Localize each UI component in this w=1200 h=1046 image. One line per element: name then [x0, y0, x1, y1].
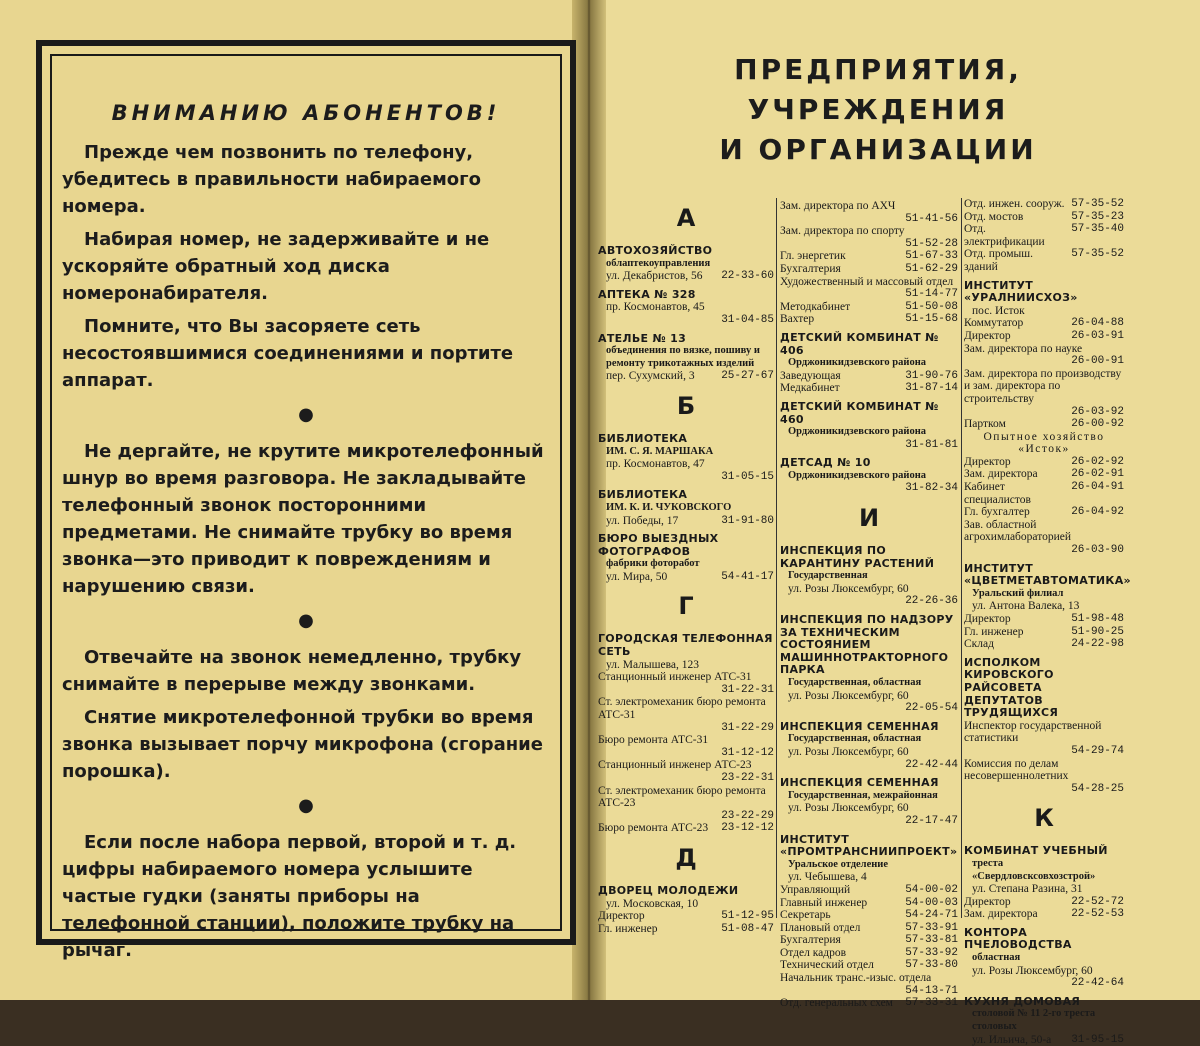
- org-name: ДЕТСКИЙ КОМБИНАТ № 406: [780, 330, 939, 357]
- phone-number: 57-35-52: [1071, 248, 1124, 261]
- phone-number: 23-22-31: [721, 772, 774, 784]
- entry-label: Гл. энергетик: [780, 250, 846, 263]
- entry-label: Ст. электромеханик бюро ремонта АТС-31: [598, 696, 766, 722]
- column-divider: [776, 198, 777, 918]
- entry-row: [964, 506, 1124, 519]
- phone-number: 51-41-56: [905, 212, 958, 225]
- entry-label: Кабинет специалистов: [964, 481, 1031, 506]
- phone-number: 26-04-92: [1071, 506, 1124, 519]
- entry-label: ул. Ильича, 50-а: [972, 1033, 1052, 1046]
- phone-number: 26-03-90: [1071, 544, 1124, 557]
- org-subtitle: Орджоникидзевского района: [788, 357, 926, 369]
- phone-number: 26-04-88: [1071, 317, 1124, 330]
- phone-number: 51-12-95: [721, 910, 774, 923]
- entry-label: Коммутатор: [964, 317, 1024, 330]
- phone-number: 26-03-91: [1071, 329, 1124, 342]
- org-name: ДВОРЕЦ МОЛОДЕЖИ: [598, 883, 739, 897]
- phone-number: 22-17-47: [905, 814, 958, 827]
- notice-paragraph: Снятие микротелефонной трубки во время звонка вызывает порчу микрофона (сгорание порошка).: [62, 707, 543, 782]
- entry-label: Станционный инженер АТС-31: [598, 671, 752, 684]
- entry-row: [780, 897, 958, 910]
- entry-row: [964, 908, 1124, 921]
- entry-row: [780, 313, 958, 326]
- entry-label: Директор: [964, 329, 1011, 342]
- entry-row: [964, 456, 1124, 469]
- org-subtitle: Государственная, областная: [788, 733, 922, 745]
- entry-row: [964, 638, 1124, 651]
- entry-label: Отд. промыш. зданий: [964, 248, 1033, 273]
- notice-paragraph: Помните, что Вы засоряете сеть несостоявшимися соединениями и портите аппарат.: [62, 316, 514, 391]
- entry-label: Директор: [964, 895, 1011, 908]
- directory-title-line: И ОРГАНИЗАЦИИ: [719, 133, 1037, 166]
- phone-number: 57-33-91: [905, 921, 958, 934]
- entry-label: Гл. инженер: [598, 922, 658, 935]
- entry-label: Вахтер: [780, 313, 815, 326]
- entry-label: Партком: [964, 418, 1006, 431]
- org-subtitle: Государственная: [788, 570, 868, 582]
- org-name: БИБЛИОТЕКА: [598, 431, 688, 445]
- entry-label: ул. Победы, 17: [606, 514, 679, 527]
- phone-number: 31-22-29: [721, 721, 774, 734]
- entry-row: [598, 571, 774, 584]
- org-subtitle: Государственная, межрайонная: [788, 789, 938, 801]
- entry-label: Управляющий: [780, 883, 851, 896]
- org-name: ИНСПЕКЦИЯ ПО НАДЗОРУ ЗА ТЕХНИЧЕСКИМ СОСТОЯНИЕМ МАШИННОТРАКТОРНОГО ПАРКА: [780, 613, 954, 677]
- entry-row: [964, 223, 1124, 248]
- section-letter: И: [858, 504, 880, 533]
- org-name: КОМБИНАТ УЧЕБНЫЙ: [964, 844, 1108, 858]
- entry-label: Зам. директора по производству и зам. директора по строительству: [964, 367, 1122, 405]
- entry-address: ул. Малышева, 123: [606, 658, 699, 671]
- org-name: АТЕЛЬЕ № 13: [598, 331, 687, 345]
- entry-label: Плановый отдел: [780, 921, 861, 934]
- org-name: ГОРОДСКАЯ ТЕЛЕФОННАЯ СЕТЬ: [598, 632, 773, 659]
- org-name: БИБЛИОТЕКА: [598, 488, 688, 502]
- entry-label: пер. Сухумский, 3: [606, 370, 695, 383]
- section-letter: Г: [678, 592, 694, 621]
- phone-number: 51-08-47: [721, 922, 774, 935]
- entry-address: ул. Степана Разина, 31: [972, 883, 1083, 896]
- entry-row: [780, 909, 958, 922]
- phone-number: 54-00-03: [905, 896, 958, 909]
- entry-label: Бюро ремонта АТС-23: [598, 822, 709, 835]
- phone-number: 23-22-29: [721, 809, 774, 822]
- phone-number: 31-82-34: [905, 482, 958, 495]
- entry-label: Отд. мостов: [964, 210, 1024, 223]
- entry-label: Директор: [964, 613, 1011, 625]
- entry-label: Гл. бухгалтер: [964, 506, 1030, 519]
- org-subtitle: объединения по вязке, пошиву и ремонту трикотажных изделий: [606, 345, 760, 369]
- org-subtitle: Государственная, областная: [788, 677, 922, 688]
- entry-address: ул. Чебышева, 4: [788, 871, 867, 884]
- entry-row: [780, 370, 958, 383]
- entry-label: Зам. директора: [964, 908, 1038, 921]
- entry-label: ул. Декабристов, 56: [606, 270, 703, 283]
- entry-row: [780, 997, 958, 1010]
- phone-number: 57-35-40: [1071, 223, 1124, 236]
- phone-number: 22-26-36: [905, 595, 958, 608]
- entry-label: Директор: [964, 455, 1011, 468]
- entry-label: Отд. инжен. сооруж.: [964, 198, 1065, 210]
- entry-row: [780, 263, 958, 276]
- entry-row: [780, 250, 958, 263]
- entry-label: Зав. областной агрохимлабораторией: [964, 518, 1072, 544]
- entry-label: Зам. директора по спорту: [780, 225, 905, 238]
- entry-row: [964, 211, 1124, 224]
- entry-address: ул. Розы Люксембург, 60: [972, 964, 1093, 977]
- org-subtitle: облаптекоуправления: [606, 257, 711, 269]
- phone-number: 22-42-44: [905, 758, 958, 771]
- org-name: АВТОХОЗЯЙСТВО: [598, 244, 713, 257]
- subscriber-notice: [62, 100, 550, 970]
- entry-label: Директор: [598, 910, 645, 923]
- phone-number: 54-41-17: [721, 570, 774, 583]
- phone-number: 31-91-80: [721, 514, 774, 527]
- section-letter: Д: [675, 843, 697, 872]
- entry-row: [598, 822, 774, 835]
- phone-number: 57-33-81: [905, 934, 958, 947]
- entry-row: [780, 959, 958, 972]
- entry-label: Гл. инженер: [964, 625, 1024, 638]
- entry-row: [964, 1034, 1124, 1046]
- phone-number: 22-52-53: [1071, 908, 1124, 921]
- entry-label: Станционный инженер АТС-23: [598, 759, 752, 772]
- entry-label: Зам. директора: [964, 468, 1038, 481]
- entry-label: Ст. электромеханик бюро ремонта АТС-23: [598, 784, 766, 810]
- subsection-title: Опытное хозяйство «Исток»: [983, 430, 1105, 456]
- section-bullet: ●: [298, 610, 314, 631]
- entry-row: [780, 947, 958, 960]
- entry-row: [598, 515, 774, 528]
- org-name: ДЕТСАД № 10: [780, 456, 871, 470]
- phone-number: 31-12-12: [721, 746, 774, 759]
- entry-address: ул. Антона Валека, 13: [972, 600, 1080, 613]
- entry-row: [964, 613, 1124, 626]
- entry-label: Инспектор государственной статистики: [964, 719, 1102, 745]
- org-subtitle: Уральский филиал: [972, 587, 1064, 599]
- phone-number: 24-22-98: [1071, 638, 1124, 651]
- entry-label: Методкабинет: [780, 300, 851, 313]
- entry-label: Художественный и массовый отдел: [780, 275, 954, 288]
- entry-address: ул. Московская, 10: [606, 897, 699, 910]
- phone-number: 57-35-52: [1071, 198, 1124, 210]
- phone-number: 51-62-29: [905, 262, 958, 275]
- phone-number: 22-52-72: [1071, 895, 1124, 908]
- notice-paragraph: Если после набора первой, второй и т. д. цифры набираемого номера услышите частые гудки (заняты приборы на телефонной станции), положите трубку на рычаг.: [62, 832, 517, 961]
- org-name: КУХНЯ ДОМОВАЯ: [964, 994, 1081, 1008]
- org-subtitle: областная: [972, 952, 1021, 964]
- entry-label: Склад: [964, 638, 994, 651]
- phone-number: 26-02-91: [1071, 468, 1124, 481]
- org-name: ИНСПЕКЦИЯ ПО КАРАНТИНУ РАСТЕНИЙ: [780, 544, 935, 570]
- entry-label: Медкабинет: [780, 382, 840, 395]
- phone-number: 25-27-67: [721, 370, 774, 383]
- directory-column-1: [598, 195, 774, 935]
- entry-row: [598, 910, 774, 923]
- phone-number: 51-67-33: [905, 250, 958, 263]
- phone-number: 57-35-23: [1071, 210, 1124, 223]
- org-subtitle: треста «Свердловсксовхозстрой»: [972, 857, 1096, 882]
- org-name: БЮРО ВЫЕЗДНЫХ ФОТОГРАФОВ: [598, 532, 719, 558]
- phone-number: 31-87-14: [905, 382, 958, 395]
- phone-number: 26-02-92: [1071, 455, 1124, 468]
- entry-row: [964, 330, 1124, 343]
- phone-number: 54-00-02: [905, 883, 958, 896]
- entry-label: Бухгалтерия: [780, 934, 841, 947]
- column-divider: [961, 198, 962, 918]
- entry-row: [598, 270, 774, 283]
- entry-address: пр. Космонавтов, 47: [606, 458, 705, 471]
- phone-number: 31-05-15: [721, 470, 774, 483]
- entry-label: Отдел кадров: [780, 946, 847, 959]
- entry-row: [780, 382, 958, 395]
- entry-row: [964, 468, 1124, 481]
- org-name: ИНСПЕКЦИЯ СЕМЕННАЯ: [780, 776, 939, 790]
- phone-number: 26-04-91: [1071, 481, 1124, 494]
- org-name: ИНСТИТУТ «УРАЛНИИСХОЗ»: [964, 278, 1078, 305]
- entry-row: [964, 198, 1124, 211]
- entry-row: [964, 317, 1124, 330]
- org-subtitle: Орджоникидзевского района: [788, 426, 926, 438]
- phone-number: 57-33-92: [905, 946, 958, 959]
- notice-paragraph: Прежде чем позвонить по телефону, убедитесь в правильности набираемого номера.: [62, 142, 481, 217]
- entry-row: [964, 626, 1124, 639]
- org-name: ИНСПЕКЦИЯ СЕМЕННАЯ: [780, 719, 939, 733]
- directory-title-line: ПРЕДПРИЯТИЯ, УЧРЕЖДЕНИЯ: [734, 53, 1022, 126]
- phone-number: 31-81-81: [905, 438, 958, 451]
- phone-number: 23-12-12: [721, 822, 774, 835]
- notice-heading: ВНИМАНИЮ АБОНЕНТОВ!: [111, 101, 501, 125]
- phone-number: 26-00-91: [1071, 355, 1124, 368]
- entry-row: [780, 922, 958, 935]
- entry-row: [780, 301, 958, 314]
- org-name: ИСПОЛКОМ КИРОВСКОГО РАЙСОВЕТА ДЕПУТАТОВ ТРУДЯЩИХСЯ: [964, 655, 1059, 720]
- section-letter: А: [676, 204, 696, 232]
- phone-number: 26-03-92: [1071, 405, 1124, 418]
- phone-number: 54-13-71: [905, 984, 958, 997]
- phone-number: 22-05-54: [905, 702, 958, 715]
- phone-number: 57-33-80: [905, 959, 958, 972]
- entry-label: ул. Мира, 50: [606, 570, 668, 583]
- phone-number: 57-33-31: [905, 997, 958, 1010]
- entry-address: ул. Розы Люксембург, 60: [788, 745, 909, 758]
- section-letter: Б: [676, 391, 696, 420]
- notice-paragraph: Не дергайте, не крутите микротелефонный шнур во время разговора. Не закладывайте телефонный звонок посторонними предметами. Не снимайте трубку во время звонка—это приводит к повреждениям и нарушению связи.: [62, 441, 544, 597]
- phone-number: 51-98-48: [1071, 613, 1124, 625]
- entry-label: Секретарь: [780, 909, 831, 922]
- org-subtitle: фабрики фоторабот: [606, 558, 700, 570]
- entry-label: Зам. директора по науке: [964, 342, 1083, 355]
- entry-address: ул. Розы Люксембург, 60: [788, 802, 909, 815]
- phone-number: 54-29-74: [1071, 744, 1124, 757]
- phone-number: 31-95-15: [1071, 1033, 1124, 1046]
- entry-label: Бюро ремонта АТС-31: [598, 734, 709, 747]
- entry-address: ул. Розы Люксембург, 60: [788, 689, 909, 702]
- phone-number: 51-15-68: [905, 313, 958, 326]
- phone-number: 54-28-25: [1071, 782, 1124, 795]
- org-subtitle: ИМ. С. Я. МАРШАКА: [606, 445, 714, 457]
- org-name: АПТЕКА № 328: [598, 287, 696, 301]
- org-subtitle: ИМ. К. И. ЧУКОВСКОГО: [606, 501, 732, 513]
- phone-number: 51-90-25: [1071, 625, 1124, 638]
- org-name: ДЕТСКИЙ КОМБИНАТ № 460: [780, 399, 939, 426]
- section-bullet: ●: [298, 795, 314, 816]
- entry-row: [964, 248, 1124, 273]
- org-subtitle: Уральское отделение: [788, 858, 888, 870]
- notice-paragraph: Отвечайте на звонок немедленно, трубку снимайте в перерыве между звонками.: [62, 647, 522, 695]
- phone-number: 22-42-64: [1071, 977, 1124, 990]
- entry-label: Бухгалтерия: [780, 262, 841, 275]
- org-subtitle: столовой № 11 2-го треста столовых: [972, 1008, 1096, 1033]
- entry-label: Заведующая: [780, 369, 841, 382]
- entry-row: [964, 418, 1124, 431]
- phone-number: 26-00-92: [1071, 418, 1124, 431]
- phone-number: 22-33-60: [721, 270, 774, 283]
- entry-label: Отд. электрификации: [964, 223, 1045, 248]
- entry-label: Комиссия по делам несовершеннолетних: [964, 757, 1069, 783]
- section-letter: К: [1034, 804, 1054, 833]
- org-name: КОНТОРА ПЧЕЛОВОДСТВА: [964, 925, 1072, 952]
- entry-label: Зам. директора по АХЧ: [780, 200, 896, 212]
- entry-address: ул. Розы Люксембург, 60: [788, 582, 909, 595]
- entry-row: [598, 370, 774, 383]
- directory-title: [598, 50, 1158, 170]
- phone-number: 51-52-28: [905, 237, 958, 250]
- entry-label: Главный инженер: [780, 896, 868, 909]
- notice-paragraph: Набирая номер, не задерживайте и не ускоряйте обратный ход диска номеронабирателя.: [62, 229, 490, 304]
- entry-row: [964, 896, 1124, 909]
- directory-column-2: [780, 200, 958, 1010]
- section-bullet: ●: [298, 404, 314, 425]
- directory-column-3: [964, 198, 1131, 1046]
- org-name: ИНСТИТУТ «ПРОМТРАНСНИИПРОЕКТ»: [780, 832, 958, 859]
- entry-label: Отд. генеральных схем: [780, 997, 893, 1010]
- phone-number: 51-50-08: [905, 300, 958, 313]
- entry-label: Технический отдел: [780, 959, 874, 972]
- org-subtitle: Орджоникидзевского района: [788, 469, 926, 481]
- entry-row: [964, 481, 1124, 506]
- phone-number: 31-22-31: [721, 683, 774, 696]
- phone-number: 31-04-85: [721, 313, 774, 326]
- entry-address: пос. Исток: [972, 304, 1025, 317]
- entry-row: [598, 923, 774, 936]
- entry-address: пр. Космонавтов, 45: [606, 301, 705, 314]
- entry-row: [780, 884, 958, 897]
- phone-number: 31-90-76: [905, 369, 958, 382]
- phone-number: 51-14-77: [905, 288, 958, 301]
- phone-number: 54-24-71: [905, 909, 958, 922]
- org-name: ИНСТИТУТ «ЦВЕТМЕТАВТОМАТИКА»: [964, 561, 1131, 588]
- entry-row: [780, 934, 958, 947]
- entry-label: Начальник транс.-изыс. отдела: [780, 972, 932, 985]
